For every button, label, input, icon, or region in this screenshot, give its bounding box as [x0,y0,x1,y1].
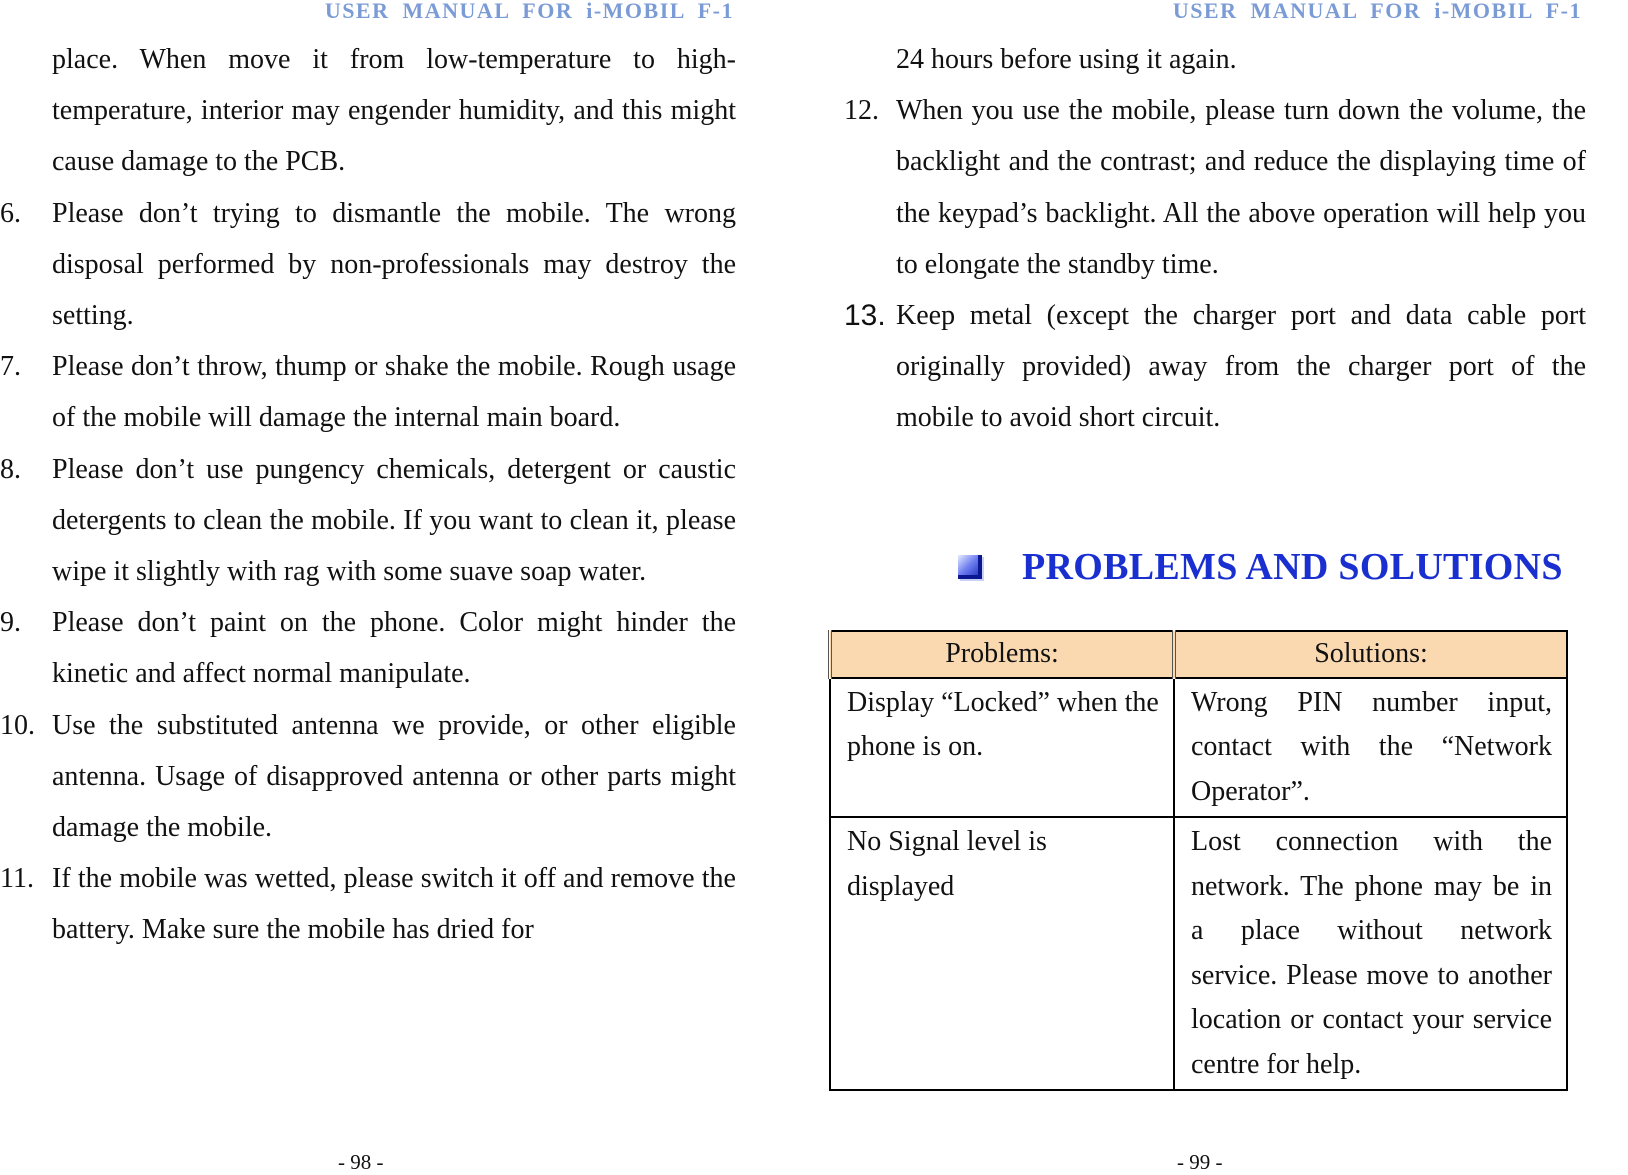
list-item [0,444,736,598]
problems-solutions-table [828,630,1568,1091]
item-text: place. When move it from low-temperature to high-temperature, interior may engender humidity, and this might cause damage to the PCB. [52,44,736,178]
item-text: Please don’t use pungency chemicals, detergent or caustic detergents to clean the mobile. If you want to clean it, please wipe it slightly with rag with some suave soap water. [52,453,736,588]
section-heading [958,545,1563,589]
item-number: 13. [844,299,886,333]
solution-cell: Lost connection with the network. The phone may be in a place without network service. Please move to another location or contact your service centre for help. [1174,817,1567,1090]
list-item [0,34,736,188]
table-row [830,678,1567,818]
item-number: 8. [0,453,21,485]
page-number: - 99 - [1177,1150,1223,1174]
running-header: USER MANUAL FOR i-MOBIL F-1 [324,0,734,23]
column-header-problems: Problems: [830,631,1174,678]
list-item [0,597,736,699]
page-98 [0,0,814,1174]
item-text: Please don’t trying to dismantle the mobile. The wrong disposal performed by non-professionals may destroy the setting. [52,197,736,332]
item-text: 24 hours before using it again. [896,44,1237,75]
safety-list [844,34,1586,444]
item-number: 9. [0,607,21,639]
safety-list [0,34,736,956]
table-row [830,817,1567,1090]
column-header-solutions: Solutions: [1174,631,1567,678]
item-number: 10. [0,709,35,741]
section-title: PROBLEMS AND SOLUTIONS [1022,546,1563,588]
list-item [0,853,736,955]
item-text: Please don’t throw, thump or shake the mobile. Rough usage of the mobile will damage the internal main board. [52,351,736,434]
item-number: 7. [0,351,21,383]
page-number: - 98 - [338,1150,384,1174]
solution-cell: Wrong PIN number input, contact with the “Network Operator”. [1174,678,1567,818]
item-text: If the mobile was wetted, please switch it off and remove the battery. Make sure the mobile has dried for [52,863,736,946]
item-number: 12. [844,95,879,127]
table-header-row [830,631,1567,678]
item-number: 6. [0,197,21,229]
page-99 [814,0,1628,1174]
item-text: Please don’t paint on the phone. Color might hinder the kinetic and affect normal manipulate. [52,607,736,690]
problem-cell: No Signal level is displayed [830,817,1174,1090]
list-item [0,188,736,342]
item-text: Use the substituted antenna we provide, or other eligible antenna. Usage of disapproved antenna or other parts might damage the mobile. [52,709,736,844]
item-text: Keep metal (except the charger port and data cable port originally provided) away from the charger port of the mobile to avoid short circuit. [896,300,1586,434]
item-text: When you use the mobile, please turn down the volume, the backlight and the contrast; and reduce the displaying time of the keypad’s backlight. All the above operation will help you to elongate the standby time. [896,95,1586,280]
list-item [844,85,1586,290]
square-bullet-icon [958,555,982,579]
running-header: USER MANUAL FOR i-MOBIL F-1 [1172,0,1582,23]
list-item [844,290,1586,444]
problem-cell: Display “Locked” when the phone is on. [830,678,1174,818]
item-number: 11. [0,863,34,895]
list-item [844,34,1586,85]
list-item [0,700,736,854]
list-item [0,341,736,443]
